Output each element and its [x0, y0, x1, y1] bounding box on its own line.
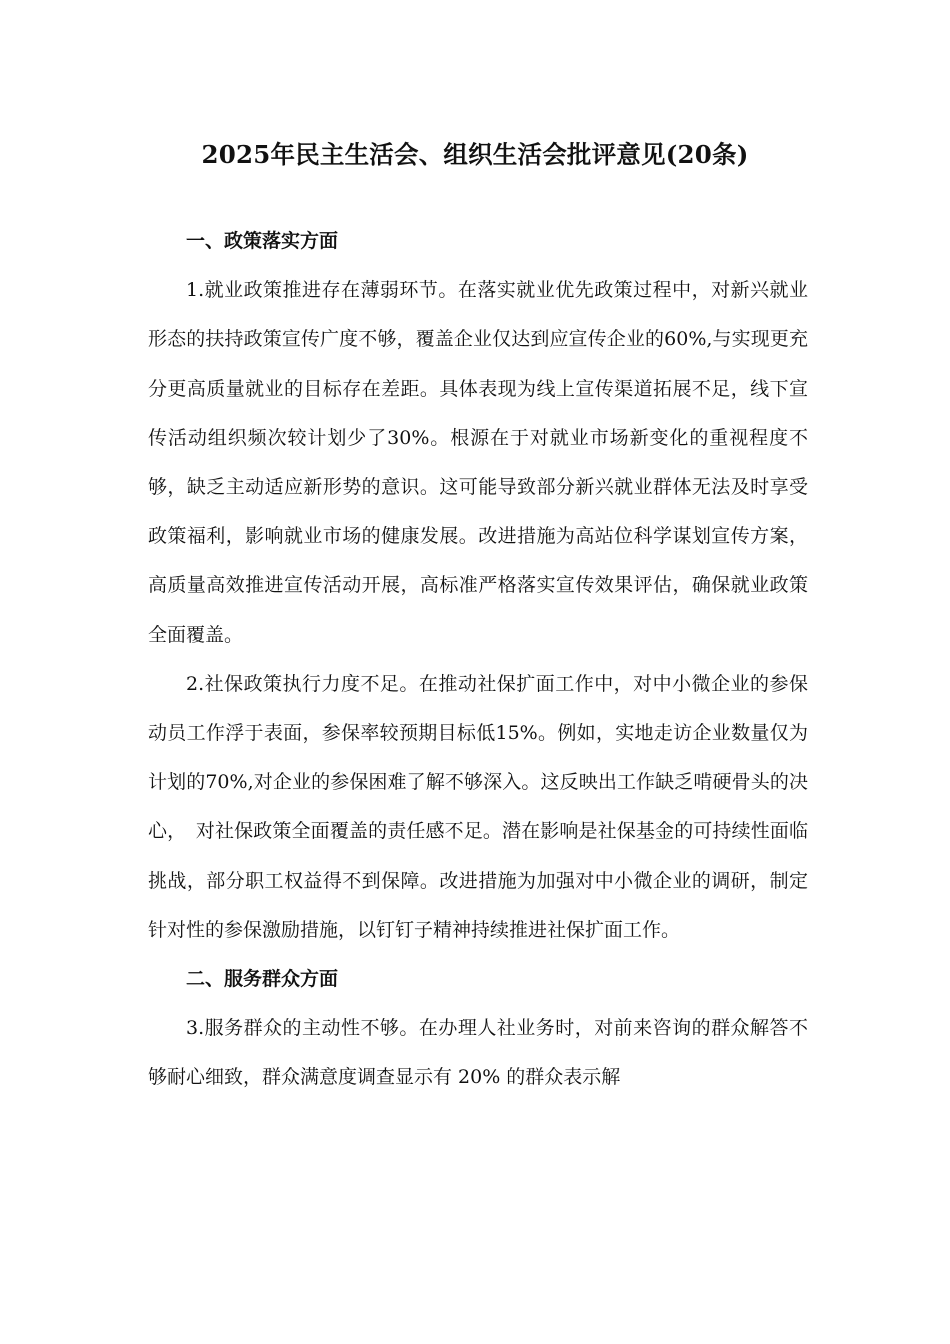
document-title: 2025年民主生活会、组织生活会批评意见(20条): [201, 140, 749, 169]
section-heading-service: 二、服务群众方面: [186, 968, 339, 991]
section-heading-policy: 一、政策落实方面: [186, 230, 339, 252]
paragraph-item-2: 2.社保政策执行力度不足。在推动社保扩面工作中，对中小微企业的参保动员工作浮于表面，参保率较预期目标低15%。例如，实地走访企业数量仅为计划的70%,对企业的参保困难了解不够深入。这反映出工作缺乏啃硬骨头的决心， 对社保政策全面覆盖的责任感不足。潜在影响是社保基金的可持续性面临挑战，部分职工权益得不到保障。改进措施为加强对中小微企业的调研，制定针对性的参保激励措施，以钉钉子精神持续推进社保扩面工作。: [148, 672, 808, 941]
paragraph-item-1: 1.就业政策推进存在薄弱环节。在落实就业优先政策过程中，对新兴就业形态的扶持政策宣传广度不够，覆盖企业仅达到应宣传企业的60%,与实现更充分更高质量就业的目标存在差距。具体表现为线上宣传渠道拓展不足，线下宣传活动组织频次较计划少了30%。根源在于对就业市场新变化的重视程度不够，缺乏主动适应新形势的意识。这可能导致部分新兴就业群体无法及时享受政策福利，影响就业市场的健康发展。改进措施为高站位科学谋划宣传方案，高质量高效推进宣传活动开展，高标准严格落实宣传效果评估，确保就业政策全面覆盖。: [148, 279, 808, 646]
paragraph-item-3: 3.服务群众的主动性不够。在办理人社业务时，对前来咨询的群众解答不够耐心细致，群众满意度调查显示有 20% 的群众表示解: [148, 1017, 808, 1089]
document-body: [148, 217, 808, 1103]
